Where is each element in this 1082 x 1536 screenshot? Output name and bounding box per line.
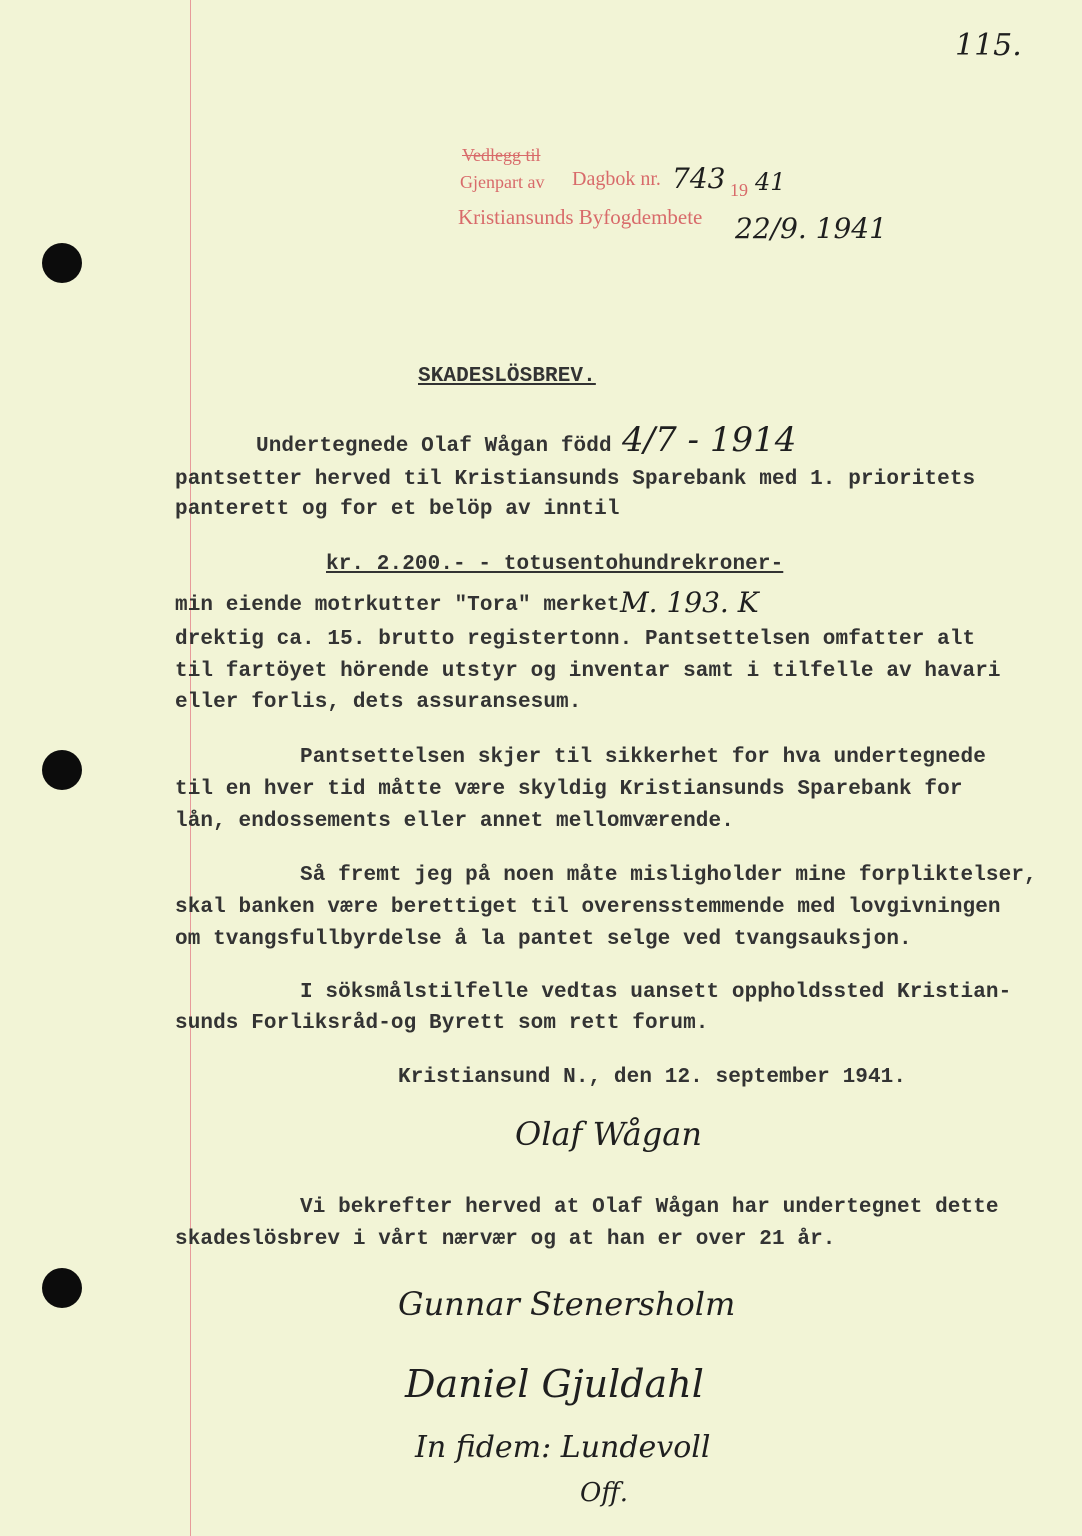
handwritten-birthdate: 4/7 - 1914 — [622, 420, 797, 460]
witness-signature: Gunnar Stenersholm — [398, 1285, 736, 1323]
text-line: lån, endossements eller annet mellomværende. — [175, 810, 734, 833]
stamp-office: Kristiansunds Byfogdembete — [458, 205, 703, 229]
handwritten-registration: M. 193. K — [620, 586, 759, 619]
stamp-year-suffix: 41 — [755, 168, 786, 196]
text-line: Så fremt jeg på noen måte misligholder mine forpliktelser, — [300, 864, 1037, 887]
text-line: I söksmålstilfelle vedtas uansett oppholdssted Kristian- — [300, 981, 1012, 1004]
text-line: Pantsettelsen skjer til sikkerhet for hva undertegnede — [300, 746, 986, 769]
place-date-line: Kristiansund N., den 12. september 1941. — [398, 1066, 907, 1089]
stamp-date: 22/9. 1941 — [735, 212, 887, 245]
document-title: SKADESLÖSBREV. — [418, 365, 596, 388]
signature: Olaf Wågan — [515, 1115, 702, 1153]
dagbok-number: 743 — [672, 162, 726, 195]
text-line: sunds Forliksråd-og Byrett som rett forum. — [175, 1012, 709, 1035]
punch-hole — [42, 1268, 82, 1308]
text-line: eller forlis, dets assuransesum. — [175, 691, 582, 714]
stamp-dagbok-label: Dagbok nr. — [572, 168, 661, 190]
punch-hole — [42, 243, 82, 283]
stamp-vedlegg: Vedlegg til — [462, 145, 541, 165]
text-line: skal banken være berettiget til overensstemmende med lovgivningen — [175, 896, 1001, 919]
text-line: Undertegnede Olaf Wågan född — [256, 435, 612, 458]
red-margin-line — [190, 0, 191, 1536]
text-line: Vi bekrefter herved at Olaf Wågan har undertegnet dette — [300, 1196, 999, 1219]
page-number: 115. — [955, 28, 1022, 63]
text-line: panterett og for et belöp av inntil — [175, 498, 620, 521]
text-line: min eiende motrkutter "Tora" merket — [175, 594, 620, 617]
stamp-year-prefix: 19 — [730, 180, 748, 200]
in-fidem-signature: In fidem: Lundevoll — [415, 1430, 711, 1465]
text-line: skadeslösbrev i vårt nærvær og at han er over 21 år. — [175, 1228, 836, 1251]
witness-signature: Daniel Gjuldahl — [405, 1362, 704, 1406]
text-line: drektig ca. 15. brutto registertonn. Pantsettelsen omfatter alt — [175, 628, 976, 651]
punch-hole — [42, 750, 82, 790]
in-fidem-signature-suffix: Off. — [580, 1478, 629, 1508]
text-line: til en hver tid måtte være skyldig Kristiansunds Sparebank for — [175, 778, 963, 801]
amount-line: kr. 2.200.- - totusentohundrekroner- — [326, 553, 784, 576]
text-line: pantsetter herved til Kristiansunds Sparebank med 1. prioritets — [175, 468, 976, 491]
stamp-gjenpart: Gjenpart av — [460, 172, 545, 192]
text-line: til fartöyet hörende utstyr og inventar samt i tilfelle av havari — [175, 660, 1001, 683]
text-line: om tvangsfullbyrdelse å la pantet selge ved tvangsauksjon. — [175, 928, 912, 951]
